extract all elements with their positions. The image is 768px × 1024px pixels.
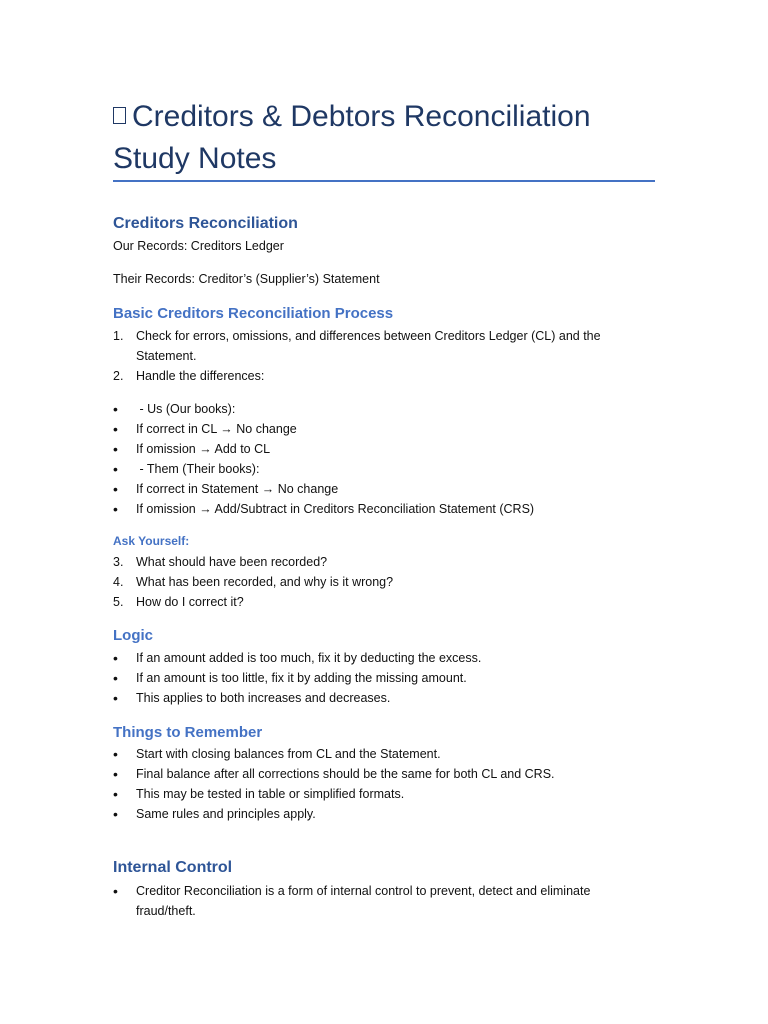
list-item-text: What has been recorded, and why is it wrong? — [136, 575, 394, 589]
list-item-text: Handle the differences: — [136, 369, 265, 383]
list-item-text: If omission → Add to CL — [136, 442, 271, 456]
list-item — [113, 764, 633, 784]
remember-list — [113, 744, 633, 824]
list-item-text: If correct in CL → No change — [136, 422, 297, 436]
bullet-icon: • — [113, 766, 118, 782]
list-item-text: - Them (Their books): — [136, 462, 260, 476]
bullet-icon: • — [113, 481, 118, 497]
our-records-text: Our Records: Creditors Ledger — [113, 239, 284, 253]
bullet-icon: • — [113, 690, 118, 706]
bullet-icon: • — [113, 501, 118, 517]
list-item — [113, 552, 633, 572]
list-item-text: If correct in Statement → No change — [136, 482, 339, 496]
internal-control-list — [113, 881, 633, 921]
list-item-text: Final balance after all corrections should be the same for both CL and CRS. — [136, 767, 555, 781]
list-item-text: How do I correct it? — [136, 595, 244, 609]
list-item-text: This applies to both increases and decreases. — [136, 691, 391, 705]
bullet-icon: • — [113, 746, 118, 762]
list-item — [113, 479, 633, 499]
process-details-list — [113, 399, 633, 519]
list-item-text: Start with closing balances from CL and the Statement. — [136, 747, 441, 761]
list-item-text: Creditor Reconciliation is a form of internal control to prevent, detect and eliminate fraud/theft. — [136, 884, 591, 918]
list-item — [113, 499, 633, 519]
list-item — [113, 784, 633, 804]
heading-logic: Logic — [113, 627, 153, 644]
ask-yourself-list — [113, 552, 633, 612]
list-number: 3. — [113, 555, 124, 569]
title-underline — [113, 180, 655, 182]
bullet-icon: • — [113, 421, 118, 437]
list-item — [113, 744, 633, 764]
heading-creditors-reconciliation: Creditors Reconciliation — [113, 215, 298, 232]
title-line-2: Study Notes — [113, 142, 277, 175]
bullet-icon: • — [113, 883, 118, 899]
list-item — [113, 804, 633, 824]
list-number: 1. — [113, 329, 124, 343]
list-item-text: Check for errors, omissions, and differences between Creditors Ledger (CL) and the Statement. — [136, 329, 601, 363]
heading-ask-yourself: Ask Yourself: — [113, 534, 190, 548]
missing-glyph-icon — [113, 107, 126, 124]
list-item — [113, 439, 633, 459]
bullet-icon: • — [113, 650, 118, 666]
their-records-text: Their Records: Creditor’s (Supplier’s) Statement — [113, 272, 380, 286]
list-item — [113, 668, 633, 688]
list-item-text: If an amount added is too much, fix it by deducting the excess. — [136, 651, 482, 665]
process-steps-list — [113, 326, 633, 386]
list-item — [113, 366, 633, 386]
list-item-text: If an amount is too little, fix it by adding the missing amount. — [136, 671, 467, 685]
bullet-icon: • — [113, 670, 118, 686]
bullet-icon: • — [113, 461, 118, 477]
list-item — [113, 592, 633, 612]
logic-list — [113, 648, 633, 708]
list-item-text: Same rules and principles apply. — [136, 807, 316, 821]
bullet-icon: • — [113, 441, 118, 457]
list-item — [113, 572, 633, 592]
heading-basic-process: Basic Creditors Reconciliation Process — [113, 305, 394, 322]
list-item — [113, 648, 633, 668]
title-line-1: Creditors & Debtors Reconciliation — [132, 100, 591, 133]
list-item-text: - Us (Our books): — [136, 402, 236, 416]
document-title — [113, 96, 673, 180]
list-item — [113, 881, 633, 921]
list-item-text: If omission → Add/Subtract in Creditors Reconciliation Statement (CRS) — [136, 502, 535, 516]
heading-things-to-remember: Things to Remember — [113, 724, 263, 741]
list-number: 2. — [113, 369, 124, 383]
list-item — [113, 326, 633, 366]
bullet-icon: • — [113, 806, 118, 822]
list-item-text: What should have been recorded? — [136, 555, 328, 569]
list-number: 4. — [113, 575, 124, 589]
list-item — [113, 688, 633, 708]
list-item — [113, 419, 633, 439]
heading-internal-control: Internal Control — [113, 859, 233, 876]
list-item-text: This may be tested in table or simplified formats. — [136, 787, 405, 801]
list-item — [113, 399, 633, 419]
bullet-icon: • — [113, 401, 118, 417]
bullet-icon: • — [113, 786, 118, 802]
list-number: 5. — [113, 595, 124, 609]
list-item — [113, 459, 633, 479]
